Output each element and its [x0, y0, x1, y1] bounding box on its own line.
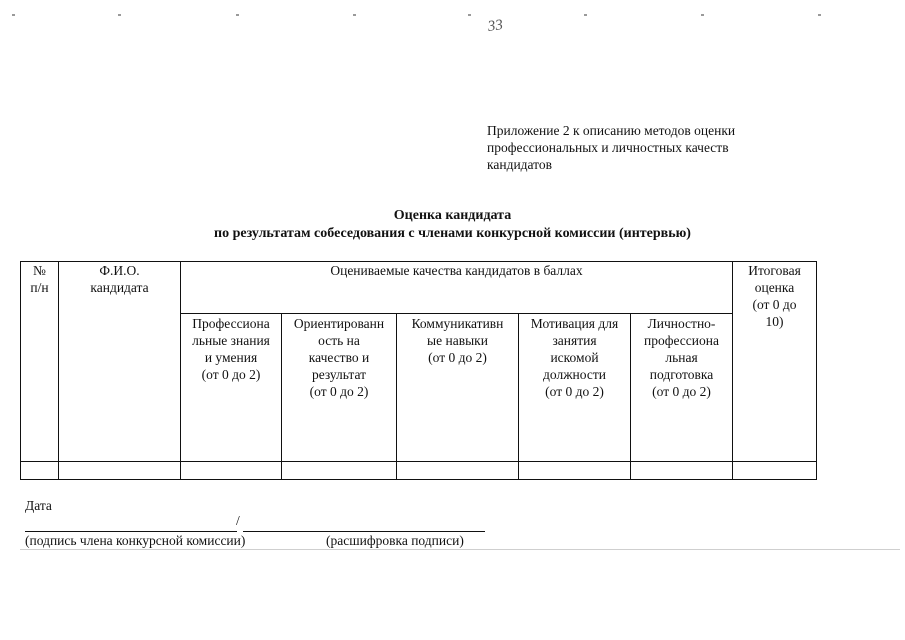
scan-speck	[118, 14, 121, 16]
signature-line	[25, 531, 237, 532]
subheader-rule	[180, 313, 732, 314]
table-row	[21, 462, 816, 479]
header-qualities-group: Оцениваемые качества кандидатов в баллах	[330, 263, 583, 278]
evaluation-table	[20, 261, 817, 480]
appendix-note	[487, 122, 787, 173]
title-line-1: Оценка кандидата	[393, 208, 512, 223]
scan-speck	[818, 14, 821, 16]
decoding-caption: (расшифровка подписи)	[326, 533, 464, 548]
scan-speck	[468, 14, 471, 16]
signature-caption: (подпись члена конкурсной комиссии)	[25, 533, 246, 548]
subheader-professional-knowledge: Профессиона льные знания и умения (от 0 до 2)	[192, 316, 270, 382]
date-label: Дата	[25, 498, 52, 513]
appendix-line: профессиональных и личностных качеств	[487, 140, 729, 155]
appendix-line: Приложение 2 к описанию методов оценки	[487, 123, 736, 138]
page-number: 33	[486, 17, 504, 35]
header-total-score: Итоговая оценка (от 0 до 10)	[748, 263, 801, 329]
table-border-bottom	[20, 479, 817, 480]
document-title	[0, 207, 905, 243]
subheader-quality-orientation: Ориентированн ость на качество и результат (от 0 до 2)	[293, 316, 385, 399]
table-border-right	[816, 261, 817, 480]
scan-speck	[236, 14, 239, 16]
subheader-personal-professional-training: Личностно- профессиона льная подготовка (от 0 до 2)	[644, 316, 719, 399]
decoding-line	[243, 531, 485, 532]
title-line-2: по результатам собеседования с членами конкурсной комиссии (интервью)	[214, 226, 691, 241]
scan-speck	[12, 14, 15, 16]
subheader-motivation: Мотивация для занятия искомой должности (от 0 до 2)	[530, 316, 619, 399]
scan-speck	[701, 14, 704, 16]
appendix-line: кандидатов	[487, 157, 553, 172]
page-divider	[20, 549, 900, 550]
header-row-number: № п/н	[30, 263, 49, 295]
signature-separator: /	[236, 513, 240, 528]
scan-speck	[584, 14, 587, 16]
subheader-communication-skills: Коммуникативн ые навыки (от 0 до 2)	[411, 316, 504, 365]
header-candidate-name: Ф.И.О. кандидата	[90, 263, 149, 295]
scan-speck	[353, 14, 356, 16]
